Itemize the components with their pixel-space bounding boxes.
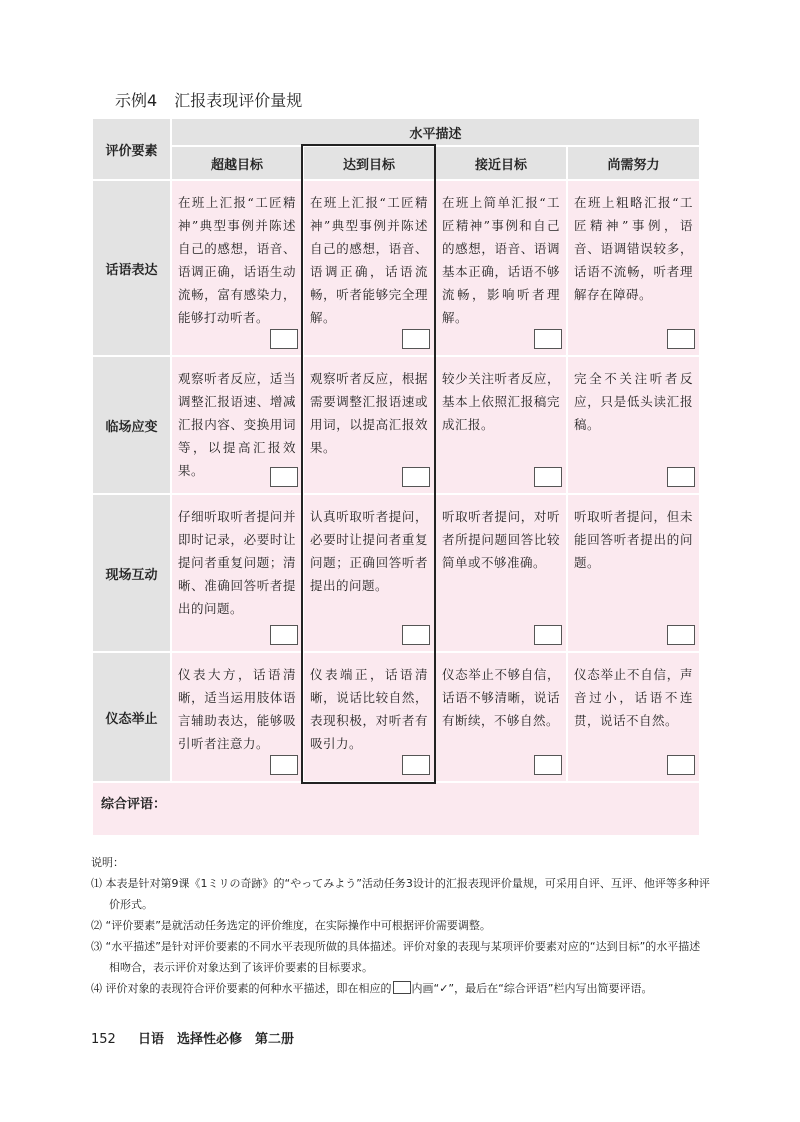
check-box[interactable] [402, 755, 430, 775]
description-text: 观察听者反应，根据需要调整汇报语速或用词，以提高汇报效果。 [310, 371, 428, 455]
description-cell [171, 652, 303, 782]
description-text: 仪态举止不自信，声音过小，话语不连贯，说话不自然。 [574, 667, 694, 728]
check-box[interactable] [270, 329, 298, 349]
description-cell [435, 356, 567, 494]
level-header-2: 接近目标 [435, 146, 567, 180]
description-cell [303, 356, 435, 494]
description-cell [567, 652, 700, 782]
description-text: 仪表端正，话语清晰，说话比较自然，表现积极，对听者有吸引力。 [310, 667, 428, 751]
book-title: 日语 选择性必修 第二册 [137, 1032, 294, 1047]
note-item: ⑴ 本表是针对第9课《1ミリの奇跡》的“やってみよう”活动任务3设计的汇报表现评价量规，可采用自评、互评、他评等多种评价形式。 [91, 877, 710, 911]
check-box[interactable] [534, 329, 562, 349]
table-row [92, 356, 700, 494]
summary-label[interactable]: 综合评语： [92, 782, 700, 836]
example-title [115, 88, 302, 111]
description-cell [303, 180, 435, 356]
notes [91, 852, 711, 999]
description-cell [435, 494, 567, 652]
description-text: 仔细听取听者提问并即时记录，必要时让提问者重复问题；清晰、准确回答听者提出的问题。 [178, 509, 296, 616]
description-text: 观察听者反应，适当调整汇报语速、增减汇报内容、变换用词等，以提高汇报效果。 [178, 371, 296, 478]
check-box[interactable] [667, 755, 695, 775]
checkbox-sample-icon [393, 981, 411, 994]
check-box[interactable] [270, 755, 298, 775]
page-number: 152 [91, 1032, 116, 1047]
level-header-1: 达到目标 [303, 146, 435, 180]
note-item: ⑶ “水平描述”是针对评价要素的不同水平表现所做的具体描述。评价对象的表现与某项评价要素对应的“达到目标”的水平描述相吻合，表示评价对象达到了该评价要素的目标要求。 [91, 940, 701, 974]
table-row [92, 494, 700, 652]
description-cell [171, 356, 303, 494]
check-box[interactable] [667, 625, 695, 645]
description-text: 认真听取听者提问，必要时让提问者重复问题；正确回答听者提出的问题。 [310, 509, 428, 593]
check-box[interactable] [402, 329, 430, 349]
level-header: 水平描述 [171, 118, 700, 146]
check-box[interactable] [402, 625, 430, 645]
description-text: 仪表大方，话语清晰，适当运用肢体语言辅助表达，能够吸引听者注意力。 [178, 667, 296, 751]
description-text: 在班上简单汇报“工匠精神”事例和自己的感想，语音、语调基本正确，话语不够流畅，影响听者理解。 [442, 195, 560, 325]
description-text: 在班上汇报“工匠精神”典型事例并陈述自己的感想，语音、语调正确，话语流畅，听者能够完全理解。 [310, 195, 428, 325]
row-header: 话语表达 [92, 180, 171, 356]
note-item [91, 978, 711, 999]
level-header-0: 超越目标 [171, 146, 303, 180]
note-item-part: 内画“✓”，最后在“综合评语”栏内写出简要评语。 [411, 982, 653, 995]
description-cell [303, 652, 435, 782]
description-cell [567, 180, 700, 356]
check-box[interactable] [667, 467, 695, 487]
row-header: 现场互动 [92, 494, 171, 652]
description-cell [171, 494, 303, 652]
description-text: 听取听者提问，但未能回答听者提出的问题。 [574, 509, 694, 570]
description-cell [435, 180, 567, 356]
description-text: 在班上汇报“工匠精神”典型事例并陈述自己的感想，语音、语调正确，话语生动流畅，富有感染力，能够打动听者。 [178, 195, 296, 325]
note-item-part: ⑷ 评价对象的表现符合评价要素的何种水平描述，即在相应的 [91, 982, 392, 995]
example-label: 示例4 [115, 91, 158, 110]
description-cell [435, 652, 567, 782]
element-header: 评价要素 [92, 118, 171, 180]
description-text: 在班上粗略汇报“工匠精神”事例，语音、语调错误较多，话语不流畅，听者理解存在障碍。 [574, 195, 694, 302]
description-text: 较少关注听者反应，基本上依照汇报稿完成汇报。 [442, 371, 560, 432]
description-text: 完全不关注听者反应，只是低头读汇报稿。 [574, 371, 694, 432]
description-text: 听取听者提问，对听者所提问题回答比较简单或不够准确。 [442, 509, 560, 570]
check-box[interactable] [270, 467, 298, 487]
check-box[interactable] [534, 625, 562, 645]
check-box[interactable] [270, 625, 298, 645]
rubric-table [91, 117, 701, 837]
description-cell [567, 356, 700, 494]
row-header: 临场应变 [92, 356, 171, 494]
notes-heading: 说明： [91, 856, 124, 869]
description-text: 仪态举止不够自信，话语不够清晰，说话有断续，不够自然。 [442, 667, 560, 728]
description-cell [303, 494, 435, 652]
example-title-text: 汇报表现评价量规 [174, 91, 303, 110]
page-footer [91, 1028, 294, 1047]
description-cell [567, 494, 700, 652]
row-header: 仪态举止 [92, 652, 171, 782]
check-box[interactable] [402, 467, 430, 487]
description-cell [171, 180, 303, 356]
level-header-3: 尚需努力 [567, 146, 700, 180]
summary-row [92, 782, 700, 836]
check-box[interactable] [667, 329, 695, 349]
table-row [92, 652, 700, 782]
table-row [92, 180, 700, 356]
note-item: ⑵ “评价要素”是就活动任务选定的评价维度，在实际操作中可根据评价需要调整。 [91, 919, 491, 932]
check-box[interactable] [534, 467, 562, 487]
check-box[interactable] [534, 755, 562, 775]
